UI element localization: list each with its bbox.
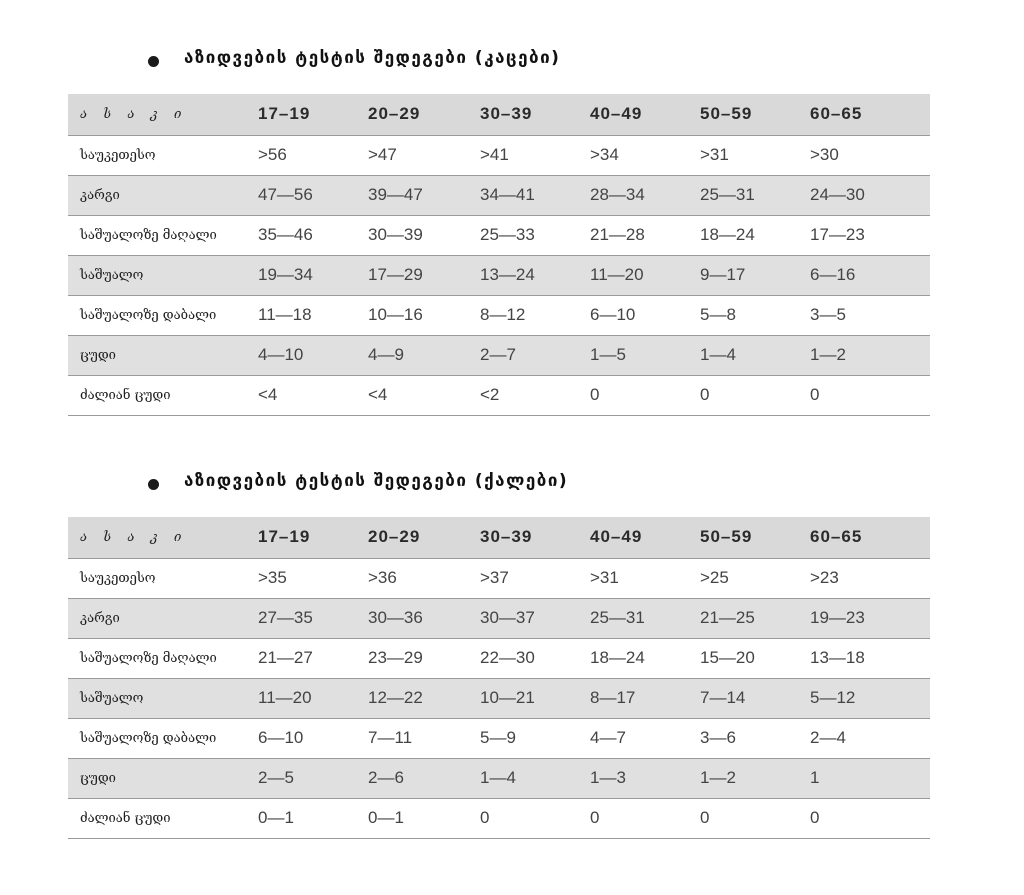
age-group-header: 17–19: [258, 517, 368, 558]
table-row: [68, 175, 930, 215]
table-cell: 3—5: [810, 295, 930, 335]
table-cell: 6—16: [810, 255, 930, 295]
table-cell: 1: [810, 758, 930, 798]
table-cell: 1—2: [700, 758, 810, 798]
rating-label: საუკეთესო: [68, 135, 258, 175]
rating-label: კარგი: [68, 598, 258, 638]
table-cell: >34: [590, 135, 700, 175]
table-cell: 17—29: [368, 255, 480, 295]
table-cell: 34—41: [480, 175, 590, 215]
table-cell: >36: [368, 558, 480, 598]
table-cell: 8—12: [480, 295, 590, 335]
table-cell: <2: [480, 375, 590, 415]
table-row: [68, 335, 930, 375]
table-cell: 11—20: [590, 255, 700, 295]
rating-label: ძალიან ცუდი: [68, 798, 258, 838]
table-cell: 1—4: [700, 335, 810, 375]
table-row: [68, 598, 930, 638]
table-cell: 5—8: [700, 295, 810, 335]
results-section-men: [68, 44, 930, 404]
rating-label: საუკეთესო: [68, 558, 258, 598]
table-cell: 1—3: [590, 758, 700, 798]
age-group-header: 30–39: [480, 517, 590, 558]
table-cell: 4—10: [258, 335, 368, 375]
table-row: [68, 135, 930, 175]
table-cell: 0: [810, 375, 930, 415]
table-cell: 4—7: [590, 718, 700, 758]
table-cell: >47: [368, 135, 480, 175]
table-row: [68, 798, 930, 838]
rating-label: საშუალოზე დაბალი: [68, 718, 258, 758]
table-cell: >23: [810, 558, 930, 598]
table-cell: 18—24: [700, 215, 810, 255]
table-cell: 0: [700, 798, 810, 838]
table-cell: 1—5: [590, 335, 700, 375]
table-cell: <4: [258, 375, 368, 415]
table-cell: 13—24: [480, 255, 590, 295]
table-cell: 2—4: [810, 718, 930, 758]
table-cell: 9—17: [700, 255, 810, 295]
table-cell: 23—29: [368, 638, 480, 678]
age-group-header: 60–65: [810, 517, 930, 558]
table-cell: 30—36: [368, 598, 480, 638]
table-cell: 7—14: [700, 678, 810, 718]
table-cell: 7—11: [368, 718, 480, 758]
table-header-row: [68, 94, 930, 135]
table-row: [68, 215, 930, 255]
rating-label: კარგი: [68, 175, 258, 215]
table-cell: 0—1: [368, 798, 480, 838]
table-cell: 4—9: [368, 335, 480, 375]
table-cell: >31: [590, 558, 700, 598]
table-cell: 30—39: [368, 215, 480, 255]
age-group-header: 40–49: [590, 94, 700, 135]
table-cell: 35—46: [258, 215, 368, 255]
table-cell: 47—56: [258, 175, 368, 215]
table-cell: 21—28: [590, 215, 700, 255]
age-group-header: 20–29: [368, 94, 480, 135]
table-cell: 28—34: [590, 175, 700, 215]
table-cell: >41: [480, 135, 590, 175]
rating-label: საშუალოზე მაღალი: [68, 215, 258, 255]
rating-label: საშუალო: [68, 255, 258, 295]
table-row: [68, 255, 930, 295]
table-cell: 2—6: [368, 758, 480, 798]
table-cell: 22—30: [480, 638, 590, 678]
table-row: [68, 375, 930, 415]
table-cell: 25—33: [480, 215, 590, 255]
table-cell: 0: [700, 375, 810, 415]
rating-label: საშუალოზე დაბალი: [68, 295, 258, 335]
age-group-header: 17–19: [258, 94, 368, 135]
age-group-header: 40–49: [590, 517, 700, 558]
table-cell: 8—17: [590, 678, 700, 718]
age-group-header: 60–65: [810, 94, 930, 135]
table-cell: 0: [590, 375, 700, 415]
table-cell: 3—6: [700, 718, 810, 758]
age-header-label: ა ს ა კ ი: [68, 517, 258, 558]
table-cell: 18—24: [590, 638, 700, 678]
table-cell: 25—31: [590, 598, 700, 638]
table-cell: >37: [480, 558, 590, 598]
table-cell: 15—20: [700, 638, 810, 678]
table-cell: 0—1: [258, 798, 368, 838]
table-cell: 17—23: [810, 215, 930, 255]
section-heading: [68, 44, 930, 84]
table-cell: 6—10: [258, 718, 368, 758]
table-cell: >25: [700, 558, 810, 598]
table-cell: 19—23: [810, 598, 930, 638]
table-cell: >31: [700, 135, 810, 175]
table-cell: 39—47: [368, 175, 480, 215]
table-row: [68, 558, 930, 598]
table-cell: 5—9: [480, 718, 590, 758]
table-cell: 2—5: [258, 758, 368, 798]
section-title: აზიდვების ტესტის შედეგები (კაცები): [184, 48, 561, 68]
table-cell: 30—37: [480, 598, 590, 638]
table-cell: 10—16: [368, 295, 480, 335]
table-cell: 21—27: [258, 638, 368, 678]
rating-label: საშუალოზე მაღალი: [68, 638, 258, 678]
table-row: [68, 718, 930, 758]
table-cell: 21—25: [700, 598, 810, 638]
table-cell: <4: [368, 375, 480, 415]
table-cell: 1—4: [480, 758, 590, 798]
table-cell: >35: [258, 558, 368, 598]
age-group-header: 50–59: [700, 94, 810, 135]
results-table-women: [68, 517, 930, 839]
table-cell: 25—31: [700, 175, 810, 215]
age-group-header: 30–39: [480, 94, 590, 135]
table-cell: 24—30: [810, 175, 930, 215]
results-table-men: [68, 94, 930, 416]
table-cell: 10—21: [480, 678, 590, 718]
rating-label: ძალიან ცუდი: [68, 375, 258, 415]
results-section-women: [68, 467, 930, 827]
age-group-header: 20–29: [368, 517, 480, 558]
table-cell: 0: [590, 798, 700, 838]
bullet-icon: [148, 479, 159, 490]
table-cell: 11—20: [258, 678, 368, 718]
table-cell: 2—7: [480, 335, 590, 375]
bullet-icon: [148, 56, 159, 67]
table-row: [68, 638, 930, 678]
table-cell: 27—35: [258, 598, 368, 638]
rating-label: საშუალო: [68, 678, 258, 718]
table-cell: 19—34: [258, 255, 368, 295]
table-cell: 0: [810, 798, 930, 838]
age-group-header: 50–59: [700, 517, 810, 558]
table-cell: 11—18: [258, 295, 368, 335]
section-heading: [68, 467, 930, 507]
table-cell: 5—12: [810, 678, 930, 718]
table-cell: 12—22: [368, 678, 480, 718]
section-title: აზიდვების ტესტის შედეგები (ქალები): [184, 471, 569, 491]
rating-label: ცუდი: [68, 758, 258, 798]
rating-label: ცუდი: [68, 335, 258, 375]
age-header-label: ა ს ა კ ი: [68, 94, 258, 135]
table-row: [68, 678, 930, 718]
table-cell: 1—2: [810, 335, 930, 375]
table-cell: 6—10: [590, 295, 700, 335]
table-header-row: [68, 517, 930, 558]
table-row: [68, 758, 930, 798]
table-cell: >56: [258, 135, 368, 175]
table-row: [68, 295, 930, 335]
table-cell: >30: [810, 135, 930, 175]
table-cell: 0: [480, 798, 590, 838]
table-cell: 13—18: [810, 638, 930, 678]
